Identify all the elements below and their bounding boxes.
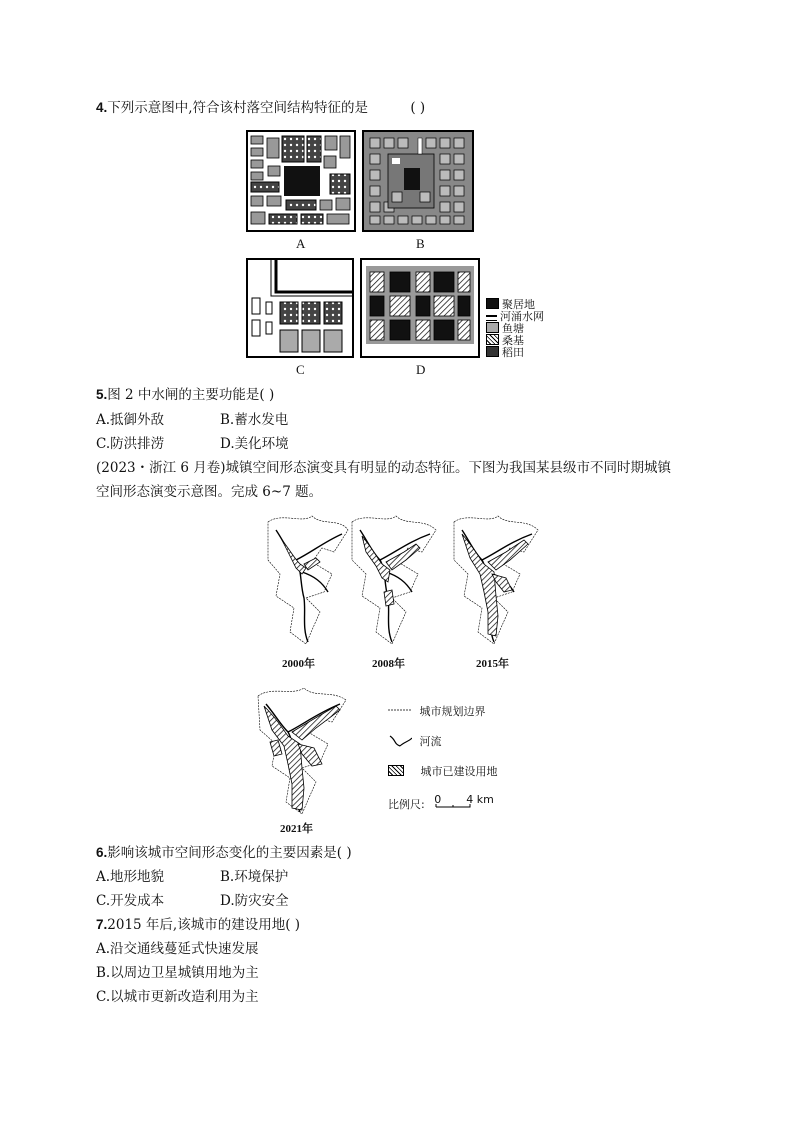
question-text: 下列示意图中,符合该村落空间结构特征的是 xyxy=(107,100,369,116)
map-2008 xyxy=(346,512,442,647)
intro-line-2: 空间形态演变示意图。完成 6~7 题。 xyxy=(96,484,323,500)
scale-bar-icon xyxy=(428,794,498,808)
year-2015: 2015年 xyxy=(476,658,509,670)
legend-paddy: 稻田 xyxy=(486,344,524,360)
hatch-swatch-icon xyxy=(388,765,404,776)
option-5b: B.蓄水发电 xyxy=(220,412,289,428)
label-d: D xyxy=(416,362,426,377)
option-5d: D.美化环境 xyxy=(220,436,289,452)
option-6a: A.地形地貌 xyxy=(96,869,165,885)
paddy-swatch-icon xyxy=(486,346,499,357)
question-5 xyxy=(96,386,274,404)
question-text: 2015 年后,该城市的建设用地( ) xyxy=(107,917,301,933)
legend-plan-boundary: 城市规划边界 xyxy=(388,703,486,719)
year-2008: 2008年 xyxy=(372,658,405,670)
question-4 xyxy=(96,99,425,117)
label-b: B xyxy=(416,236,425,251)
option-5c: C.防洪排涝 xyxy=(96,436,165,452)
year-2000: 2000年 xyxy=(282,658,315,670)
label-a: A xyxy=(296,236,306,251)
option-7c: C.以城市更新改造利用为主 xyxy=(96,989,259,1005)
question-number: 6. xyxy=(96,845,108,860)
label-c: C xyxy=(296,362,305,377)
answer-blank: ( ) xyxy=(410,100,426,116)
legend-settlement: 聚居地 xyxy=(486,296,535,312)
question-7 xyxy=(96,916,300,934)
year-2021: 2021年 xyxy=(280,823,313,835)
diagram-d xyxy=(360,258,480,358)
question-number: 4. xyxy=(96,100,108,115)
question-text: 影响该城市空间形态变化的主要因素是( ) xyxy=(107,845,352,861)
map-2000 xyxy=(262,512,352,647)
legend-fishpond: 鱼塘 xyxy=(486,320,524,336)
option-7b: B.以周边卫星城镇用地为主 xyxy=(96,965,259,981)
question-number: 7. xyxy=(96,917,108,932)
legend-built-up: 城市已建设用地 xyxy=(388,763,498,779)
dashed-line-icon xyxy=(388,706,412,714)
question-text: 图 2 中水闸的主要功能是( ) xyxy=(107,387,275,403)
river-icon xyxy=(388,734,412,748)
option-5a: A.抵御外敌 xyxy=(96,412,165,428)
intro-line-1: (2023・浙江 6 月卷)城镇空间形态演变具有明显的动态特征。下图为我国某县级市不同时期城镇 xyxy=(96,460,672,476)
question-number: 5. xyxy=(96,387,108,402)
question-6 xyxy=(96,844,352,862)
map-2021 xyxy=(252,682,352,817)
diagram-a xyxy=(246,130,356,232)
option-6d: D.防灾安全 xyxy=(220,893,289,909)
diagram-c xyxy=(246,258,354,358)
diagram-b xyxy=(362,130,474,232)
option-6c: C.开发成本 xyxy=(96,893,165,909)
legend-mulberry: 桑基 xyxy=(486,332,524,348)
map-2015 xyxy=(448,512,544,647)
legend-waterway: 河涌水网 xyxy=(486,308,544,324)
legend-river: 河流 xyxy=(388,733,442,749)
option-7a: A.沿交通线蔓延式快速发展 xyxy=(96,941,259,957)
scale-bar: 比例尺: 0 4 km xyxy=(388,794,498,812)
option-6b: B.环境保护 xyxy=(220,869,289,885)
